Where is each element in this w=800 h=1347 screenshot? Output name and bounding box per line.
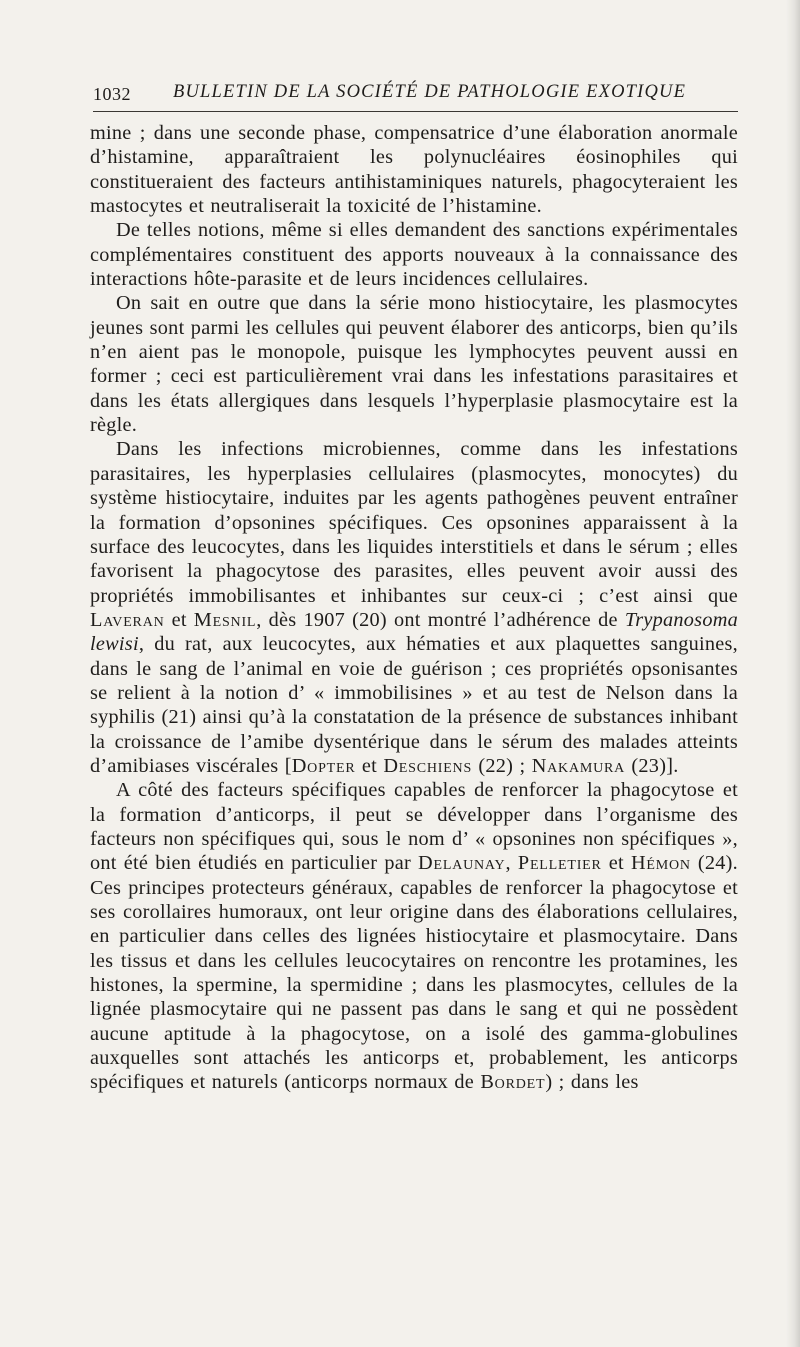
author-pelletier: Pelletier bbox=[517, 852, 602, 875]
body-text bbox=[90, 121, 738, 1095]
author-delaunay: Delaunay bbox=[418, 852, 506, 875]
paragraph-5-text-b: , bbox=[505, 852, 518, 875]
page-edge-shadow bbox=[786, 0, 800, 1347]
paragraph-4-text-e: et bbox=[355, 754, 384, 777]
paragraph-4 bbox=[90, 437, 738, 778]
paragraph-5 bbox=[90, 778, 738, 1094]
author-nakamura: Nakamura bbox=[531, 754, 626, 777]
author-laveran: Laveran bbox=[90, 608, 165, 631]
running-title: BULLETIN DE LA SOCIÉTÉ DE PATHOLOGIE EXOTIQUE bbox=[173, 82, 687, 102]
author-dopter: Dopter bbox=[291, 754, 356, 777]
paragraph-5-text-d: (24). Ces principes protecteurs généraux, capables de renforcer la phagocytose et ses corollaires humoraux, ont leur origine dans des élaborations cellulaires, en particulier dans celles des lignées histiocytaire et plasmocytaire. Dans les tissus et dans les cellules leucocytaires on rencontre les protamines, les histones, la spermine, la spermidine ; dans les plasmocytes, cellules de la lignée plasmocytaire qui ne passent pas dans le sang et qui ne possèdent aucune aptitude à la phagocytose, on a isolé des gamma-globulines auxquelles sont attachés les anticorps et, probablement, les anticorps spécifiques et naturels (anticorps normaux de bbox=[90, 852, 738, 1094]
running-header bbox=[93, 80, 738, 110]
paragraph-4-text-c: , dès 1907 (20) ont montré l’adhérence de bbox=[256, 608, 625, 631]
paragraph-5-text-e: ) ; dans les bbox=[545, 1071, 639, 1094]
paragraph-1: mine ; dans une seconde phase, compensatrice d’une élaboration anormale d’histamine, apparaîtraient les polynucléaires éosinophiles qui constitueraient des facteurs antihistaminiques naturels, phagocyteraient les mastocytes et neutraliserait la toxicité de l’histamine. bbox=[90, 122, 738, 218]
paragraph-4-text-g: (23)]. bbox=[625, 754, 679, 777]
author-mesnil: Mesnil bbox=[193, 608, 257, 631]
paragraph-4-text-d: , du rat, aux leucocytes, aux hématies et aux plaquettes sanguines, dans le sang de l’animal en voie de guérison ; ces propriétés opsonisantes se relient à la notion d’ « immobilisines » et au test de Nelson dans la syphilis (21) ainsi qu’à la constatation de la présence de substances inhibant la croissance de l’amibe dysentérique dans le sérum des malades atteints d’amibiases viscérales [ bbox=[90, 633, 738, 777]
paragraph-2: De telles notions, même si elles demandent des sanctions expérimentales complémentaires constituent des apports nouveaux à la connaissance des interactions hôte-parasite et de leurs incidences cellulaires. bbox=[90, 219, 738, 291]
species-name: Trypanosoma lewisi bbox=[90, 608, 738, 656]
paragraph-4-text-b: et bbox=[164, 608, 194, 631]
paragraph-5-text-c: et bbox=[601, 852, 631, 875]
paragraph-4-text-a: Dans les infections microbiennes, comme dans les infestations parasitaires, les hyperplasies cellulaires (plasmocytes, monocytes) du système histiocytaire, induites par les agents pathogènes peuvent entraîner la formation d’opsonines spécifiques. Ces opsonines apparaissent à la surface des leucocytes, dans les liquides interstitiels et dans le sérum ; elles favorisent la phagocytose des parasites, elles peuvent avoir aussi des propriétés immobilisantes et inhibantes sur ceux-ci ; c’est ainsi que bbox=[90, 438, 738, 607]
page-number: 1032 bbox=[93, 84, 131, 104]
paragraph-3: On sait en outre que dans la série mono histiocytaire, les plasmocytes jeunes sont parmi les cellules qui peuvent élaborer des anticorps, bien qu’ils n’en aient pas le monopole, puisque les lymphocytes peuvent aussi en former ; ceci est particulièrement vrai dans les infestations parasitaires et dans les états allergiques dans lesquels l’hyperplasie plasmocytaire est la règle. bbox=[90, 292, 738, 437]
paragraph-5-text-a: A côté des facteurs spécifiques capables de renforcer la phagocytose et la formation d’anticorps, il peut se développer dans l’organisme des facteurs non spécifiques qui, sous le nom d’ « opsonines non spécifiques », ont été bien étudiés en particulier par bbox=[90, 779, 738, 875]
author-bordet: Bordet bbox=[480, 1071, 546, 1094]
author-hemon: Hémon bbox=[630, 852, 691, 875]
paragraph-4-text-f: (22) ; bbox=[472, 754, 532, 777]
author-deschiens: Deschiens bbox=[383, 754, 473, 777]
header-rule bbox=[93, 111, 738, 112]
